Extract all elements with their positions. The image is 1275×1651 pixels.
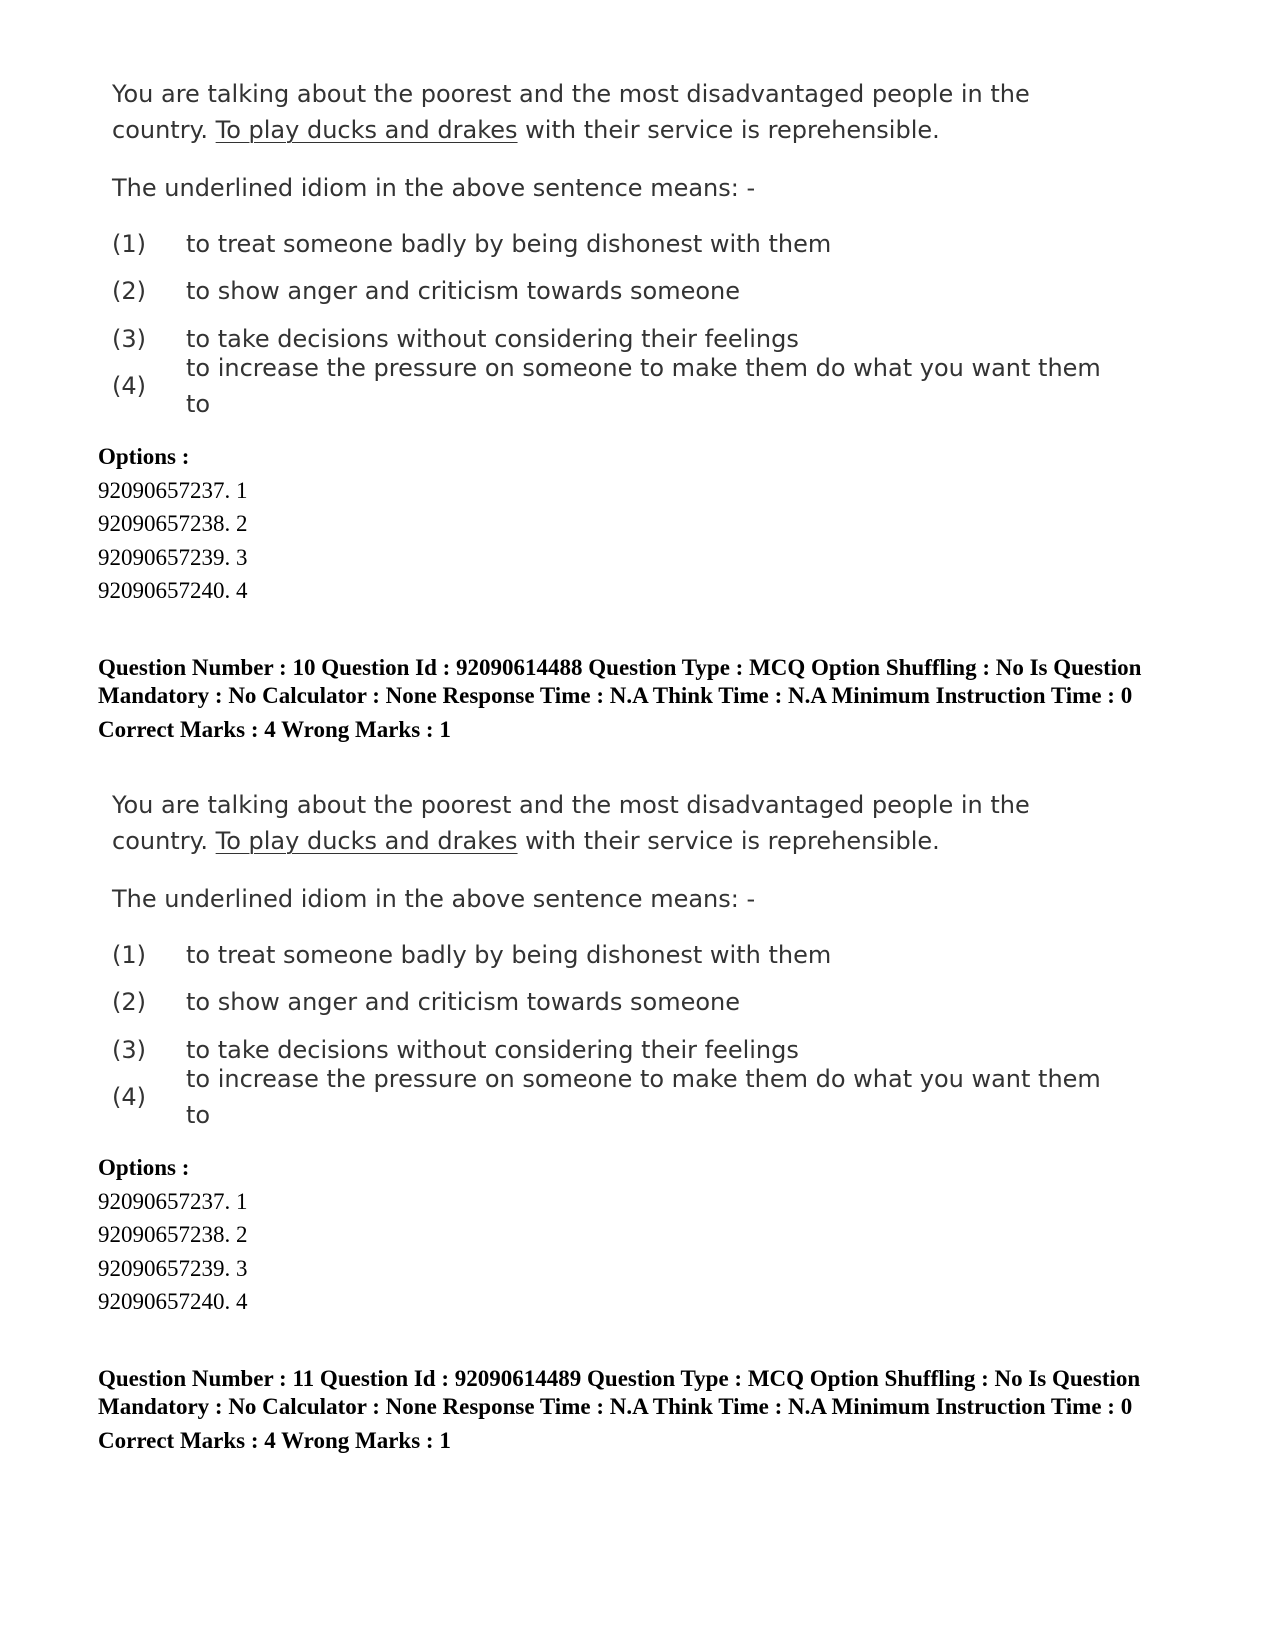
option-item: 92090657240. 4 [98, 1289, 248, 1314]
question-prompt: The underlined idiom in the above sentence means: - [112, 174, 756, 202]
choice-list [112, 220, 1112, 419]
choice-text: to show anger and criticism towards someone [186, 988, 740, 1017]
question-image-1 [112, 76, 1112, 419]
choice-number: (2) [112, 988, 146, 1017]
question-prompt: The underlined idiom in the above sentence means: - [112, 885, 756, 913]
choice-text: to increase the pressure on someone to make them do what you want them to [186, 1065, 1101, 1130]
option-item: 92090657239. 3 [98, 1255, 248, 1281]
option-item: 92090657238. 2 [98, 511, 248, 536]
choice-list [112, 931, 1112, 1130]
choice-number: (3) [112, 1035, 146, 1064]
question-meta-10 [98, 654, 1158, 744]
question-marks: Correct Marks : 4 Wrong Marks : 1 [98, 717, 451, 742]
question-meta-text: Question Number : 10 Question Id : 92090614488 Question Type : MCQ Option Shuffling : No Is Question Mandatory : No Calculator : None Response Time : N.A Think Time : N.A Minimum Instruction Time : 0 [98, 655, 1142, 708]
choice-item [112, 268, 1112, 316]
question-passage: You are talking about the poorest and the most disadvantaged people in the country. To play ducks and drakes with their service is reprehensible. [112, 80, 1030, 144]
choice-item [112, 220, 1112, 268]
option-item: 92090657240. 4 [98, 578, 248, 603]
question-marks: Correct Marks : 4 Wrong Marks : 1 [98, 1428, 451, 1453]
choice-item [112, 1065, 1112, 1130]
question-passage: You are talking about the poorest and the most disadvantaged people in the country. To play ducks and drakes with their service is reprehensible. [112, 791, 1030, 855]
options-list [98, 440, 248, 608]
question-image-2 [112, 787, 1112, 1130]
question-meta-text: Question Number : 11 Question Id : 92090614489 Question Type : MCQ Option Shuffling : No Is Question Mandatory : No Calculator : None Response Time : N.A Think Time : N.A Minimum Instruction Time : 0 [98, 1366, 1141, 1419]
underlined-idiom: To play ducks and drakes [215, 827, 518, 855]
option-item: 92090657239. 3 [98, 544, 248, 570]
choice-text: to take decisions without considering their feelings [186, 1035, 799, 1064]
underlined-idiom: To play ducks and drakes [215, 116, 518, 144]
options-heading: Options : [98, 1155, 190, 1180]
choice-number: (1) [112, 940, 146, 969]
question-meta-11 [98, 1365, 1158, 1455]
choice-number: (4) [112, 372, 146, 401]
choice-item [112, 979, 1112, 1027]
choice-text: to take decisions without considering their feelings [186, 324, 799, 353]
options-list [98, 1151, 248, 1319]
options-heading: Options : [98, 444, 190, 469]
choice-number: (1) [112, 229, 146, 258]
choice-item [112, 931, 1112, 979]
choice-text: to increase the pressure on someone to make them do what you want them to [186, 354, 1101, 419]
option-item: 92090657237. 1 [98, 477, 248, 503]
option-item: 92090657237. 1 [98, 1188, 248, 1214]
choice-number: (2) [112, 277, 146, 306]
choice-item [112, 354, 1112, 419]
option-item: 92090657238. 2 [98, 1222, 248, 1247]
choice-text: to treat someone badly by being dishonest with them [186, 940, 832, 969]
choice-text: to treat someone badly by being dishonest with them [186, 229, 832, 258]
choice-number: (4) [112, 1083, 146, 1112]
choice-text: to show anger and criticism towards someone [186, 277, 740, 306]
choice-number: (3) [112, 324, 146, 353]
